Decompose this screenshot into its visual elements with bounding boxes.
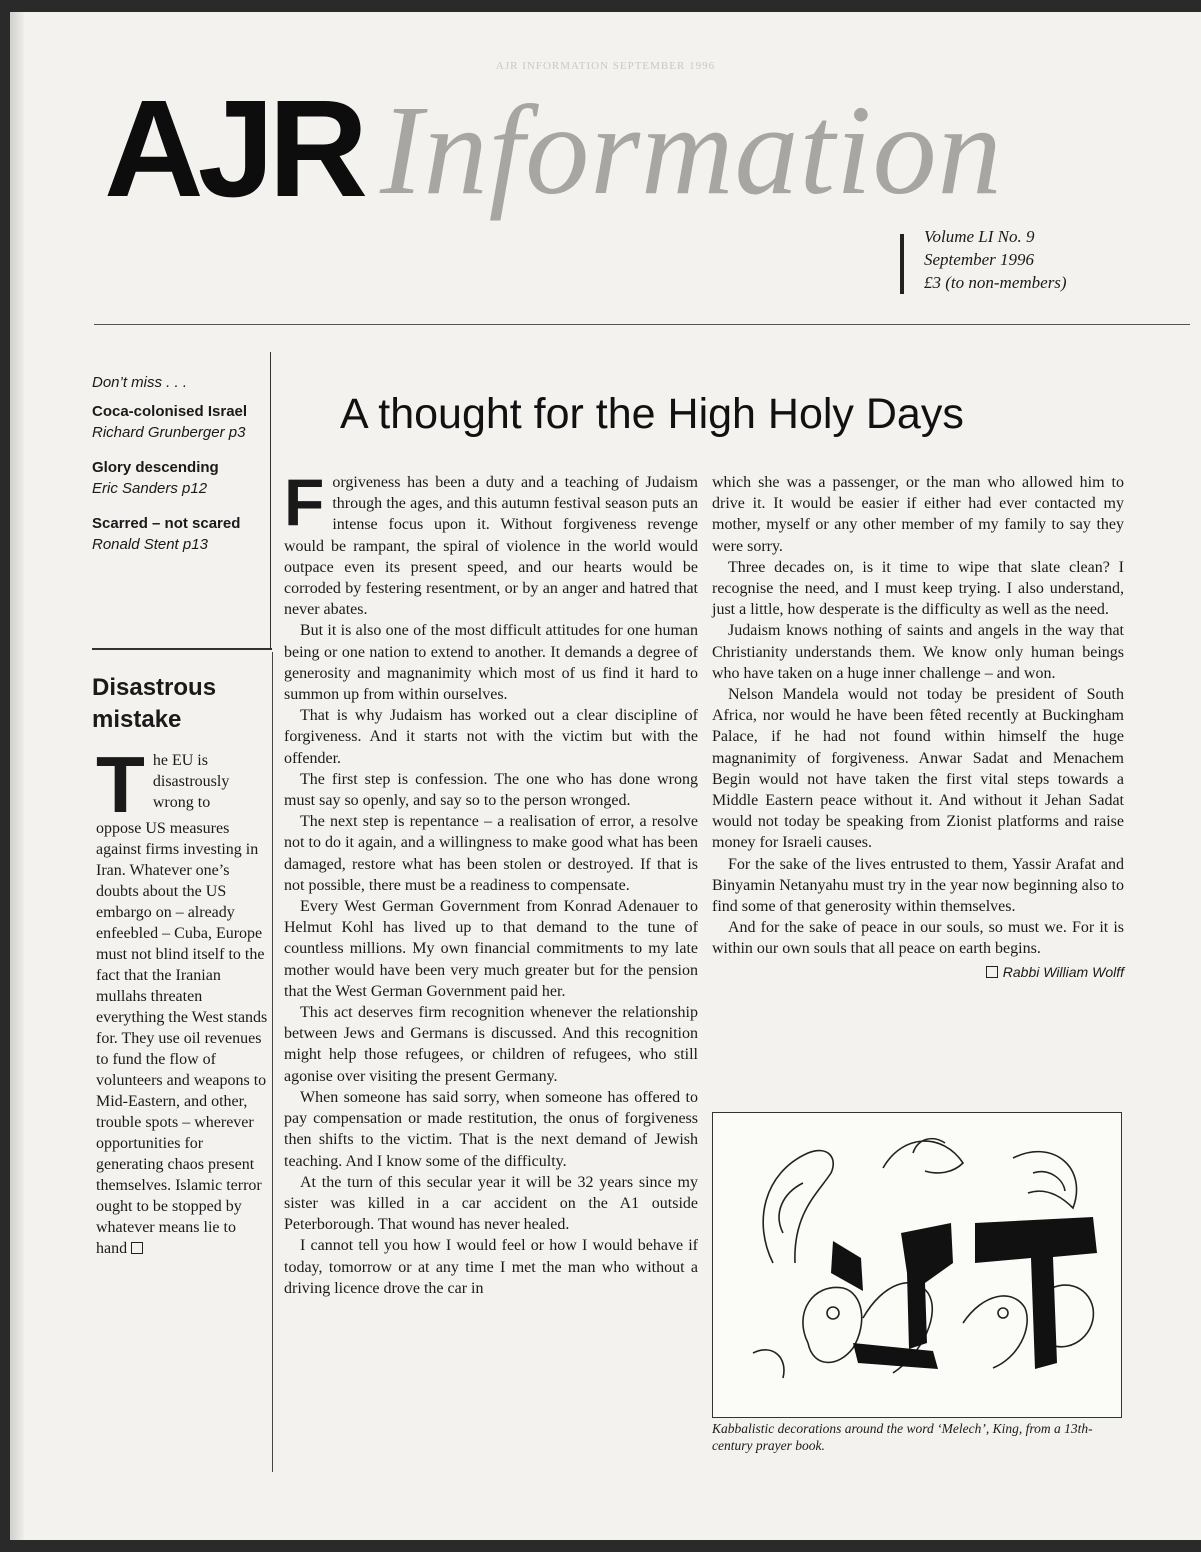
column-rule [272, 652, 273, 1472]
page-spine [10, 12, 24, 1540]
melech-illustration-icon [713, 1113, 1121, 1417]
article-paragraph: Judaism knows nothing of saints and angels in the way that Christianity understands them. We know only human beings who have taken on a huge inner challenge – and won. [712, 622, 1124, 682]
teaser-author: Richard Grunberger p3 [92, 424, 246, 441]
article-paragraph: At the turn of this secular year it will be 32 years since my sister was killed in a car accident on the A1 outside Peterborough. That wound has never healed. [284, 1173, 698, 1234]
article-paragraph: Forgiveness has been a duty and a teaching of Judaism through the ages, and this autumn festival season puts an intense focus upon it. Without forgiveness revenge would be rampant, the spiral of violence in the world would outpace even its present speed, and our hearts would be corroded by festering resentment, or by an anger and hatred that never abates. [284, 465, 698, 619]
section-rule [92, 648, 272, 650]
article-signature: Rabbi William Wolff [712, 962, 1124, 983]
teaser-title: Glory descending [92, 459, 219, 476]
bleed-through-header: AJR INFORMATION SEPTEMBER 1996 [495, 60, 716, 72]
end-mark-icon [986, 966, 998, 978]
article-column-1 [284, 465, 698, 1299]
logo-information: Information [380, 79, 1003, 221]
column-rule [270, 352, 271, 648]
article-paragraph: This act deserves firm recognition whenever the relationship between Jews and Germans is discussed. And this recognition might help those refugees, or children of refugees, who still agonise over visiting the present Germany. [284, 1004, 698, 1085]
article-paragraph: The next step is repentance – a realisation of error, a resolve not to do it again, and a willingness to make good what has been damaged, restore what has been stolen or destroyed. If that is not possible, there must be a readiness to compensate. [284, 813, 698, 894]
editorial-dropcap: T [96, 740, 145, 829]
article-paragraph: Three decades on, is it time to wipe that slate clean? I recognise the need, and I must keep trying. I also understand, just a little, how desperate is the difficulty as well as the need. [712, 558, 1124, 619]
issue-divider [900, 234, 904, 294]
article-paragraph: When someone has said sorry, when someone has offered to pay compensation or made restitution, the onus of forgiveness then shifts to the victim. That is the next demand of Jewish teaching. And I know some of the difficulty. [284, 1088, 698, 1170]
article-paragraph: Nelson Mandela would not today be president of South Africa, nor would he have been fêted recently at Buckingham Palace, if he had not found within himself the huge magnanimity of forgiveness. Anwar Sadat and Menachem Begin would not have taken the first vital steps towards a Middle Eastern peace without it. And without it Jehan Sadat would not today be speaking from Zionist platforms and raise money for Israeli causes. [712, 686, 1124, 852]
article-paragraph: Every West German Government from Konrad Adenauer to Helmut Kohl has lived up to that demand to the tune of countless millions. My own financial commitments to my late mother would have been very much greater but for the pension that the West German Government paid her. [284, 898, 698, 1000]
volume-number: Volume LI No. 9 [924, 227, 1035, 246]
teaser-author: Eric Sanders p12 [92, 480, 208, 497]
article-headline: A thought for the High Holy Days [340, 390, 964, 438]
kabbalistic-illustration [712, 1112, 1122, 1418]
teaser-title: Scarred – not scared [92, 515, 241, 532]
article-paragraph: which she was a passenger, or the man who allowed him to drive it. It would be easier if either had ever contacted my mother, myself or any other member of my family to say they were sorry. [712, 474, 1124, 555]
end-mark-icon [131, 1242, 143, 1254]
logo-ajr: AJR [104, 72, 363, 226]
issue-price: £3 (to non-members) [924, 273, 1067, 292]
dont-miss-label: Don’t miss . . . [92, 374, 188, 391]
article-paragraph: I cannot tell you how I would feel or how I would behave if today, tomorrow or at any time I met the man who without a driving licence drove the car in [284, 1237, 698, 1297]
article-dropcap: F [284, 465, 325, 539]
issue-date: September 1996 [924, 250, 1035, 269]
article-paragraph: And for the sake of peace in our souls, so must we. For it is within our own souls that all peace on earth begins. [712, 919, 1124, 958]
masthead-rule [94, 324, 1190, 325]
newsletter-page [10, 12, 1201, 1540]
dont-miss-box [92, 372, 262, 555]
article-column-2 [712, 472, 1124, 983]
article-paragraph: The first step is confession. The one who has done wrong must say so openly, and say so to the person wronged. [284, 770, 698, 810]
editorial-body [96, 740, 268, 1259]
article-paragraph: For the sake of the lives entrusted to them, Yassir Arafat and Binyamin Netanyahu must try in the year now beginning also to find some of that generosity within themselves. [712, 855, 1124, 916]
issue-info [924, 225, 1067, 294]
editorial-title: Disastrous mistake [92, 674, 217, 733]
editorial-text: oppose US measures against firms investing in Iran. Whatever one’s doubts about the US embargo on – already enfeebled – Cuba, Europe must not blind itself to the fact that the Iranian mullahs threaten everything the West stands for. They use oil revenues to fund the flow of volunteers and weapons to Mid-Eastern, and other, trouble spots – wherever opportunities for generating chaos present themselves. Islamic terror ought to be stopped by whatever means lie to hand [96, 820, 268, 1257]
article-paragraph: But it is also one of the most difficult attitudes for one human being or one nation to extend to another. It demands a degree of generosity and magnanimity which most of us find it hard to summon up from within ourselves. [284, 622, 698, 704]
teaser-title: Coca-colonised Israel [92, 403, 248, 420]
teaser-author: Ronald Stent p13 [92, 536, 208, 553]
masthead [104, 72, 1201, 242]
editorial-lead: he EU is disastrously wrong to [152, 752, 230, 811]
figure-caption: Kabbalistic decorations around the word ‘Melech’, King, from a 13th-century prayer book. [712, 1421, 1093, 1453]
article-paragraph: That is why Judaism has worked out a clear discipline of forgiveness. And it starts not with the victim but with the offender. [284, 707, 698, 767]
